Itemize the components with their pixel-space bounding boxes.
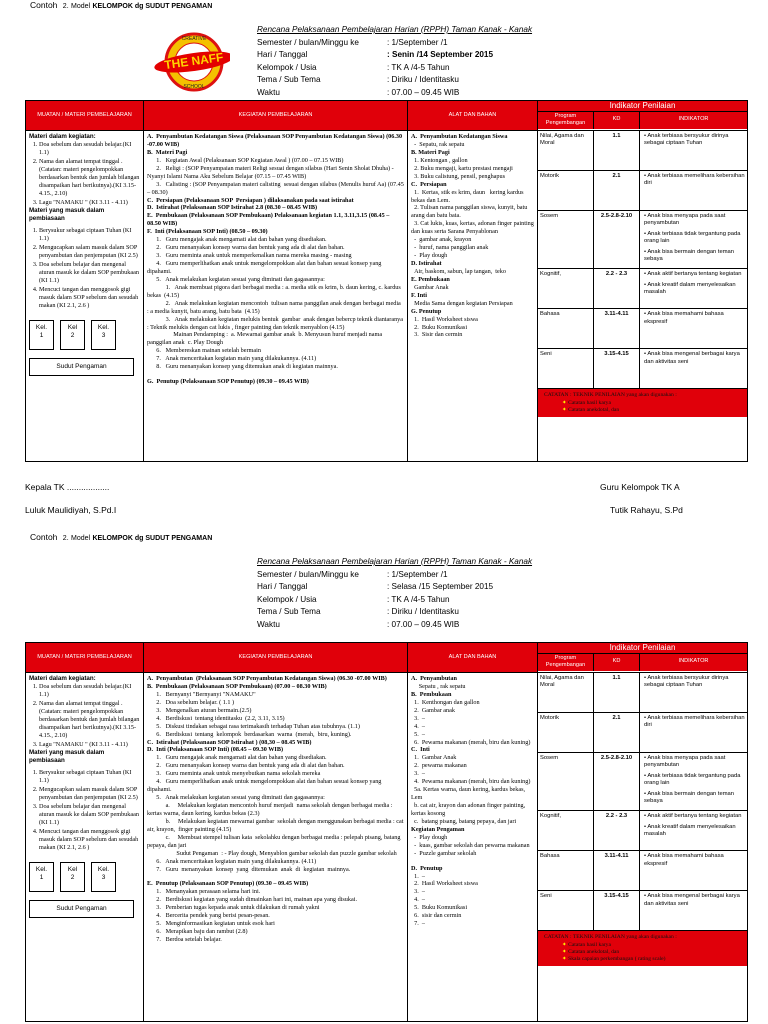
alat-line: A. Penyambutan: [411, 675, 457, 682]
indikator-item: • Anak bisa memahami bahasa ekspresif: [644, 311, 724, 325]
alat-line: 1. Gambar Anak: [411, 754, 457, 762]
indikator-item: • Anak terbiasa memelihara kebersihan diri: [644, 173, 745, 187]
kegiatan-line: c. Membuat stempel tulisan kata sekolahku dengan berbagai media : pelepah pisang, batang pepaya, dan jari: [147, 833, 402, 849]
indikator-cell: [640, 811, 747, 850]
model-caption: [30, 0, 212, 12]
alat-line: 2. Buku Komunikasi: [411, 323, 468, 331]
alat-line: - gambar anak, krayon: [411, 236, 472, 244]
alat-line: 5. Buku Komunikasi: [411, 904, 468, 912]
col-header-muatan: MUATAN / MATERI PEMBELAJARAN: [26, 643, 144, 673]
alat-line: c. batang pisang, batang pepaya, dan jari: [411, 817, 517, 825]
kegiatan-line: 2. Guru menanyakan konsep warna dan bentuk yang ada di alat dan bahan.: [147, 762, 345, 770]
alat-line: Air, baskom, sabun, lap tangan, teko: [411, 267, 506, 275]
alat-line: C. Persiapan: [411, 180, 447, 188]
indikator-title: Indikator Penilaian: [538, 101, 747, 111]
header-row: [257, 569, 532, 582]
kegiatan-line: 5. Anak melakukan kegiatan sesuai yang diminati dan gagasannya:: [147, 275, 325, 283]
program-cell: Bahasa: [538, 309, 594, 348]
kegiatan-line: 3. Mengenalkan aturan bermain.(2.5): [147, 706, 252, 714]
header-label: Kelompok / Usia: [257, 594, 317, 604]
kegiatan-line: B. Pembukaan (Pelaksanaan SOP Pembukaan) (07.00 – 08.30 WIB): [147, 682, 327, 690]
indicator-header: [538, 643, 748, 673]
kd-cell: 2.1: [594, 713, 640, 752]
muatan-item: 2. Nama dan alamat tempat tinggal . (Catatan: materi pengelompokkan berdasarkan bentuk dan jumlah bilangan disampaikan hari berikutnya).(KI 3.15-4.15., 2.10): [39, 700, 140, 740]
indikator-item: • Anak bisa bermain dengan teman sebaya: [644, 248, 735, 263]
plan-header: [257, 556, 532, 631]
logo-top-text: CREATIVE: [181, 36, 207, 42]
kegiatan-line: B. Materi Pagi: [147, 148, 188, 156]
pembiasaan-item: 3. Doa sebelum belajar dan mengenal aturan masuk ke dalam SOP pembukaan (KI 1.1): [39, 803, 140, 827]
alat-line: 1. –: [411, 872, 425, 880]
kelompok-box: Kel 2: [60, 320, 85, 350]
alat-line: - kuas, gambar sekolah dan pewarna makanan: [411, 841, 530, 849]
indikator-cell: [640, 673, 747, 712]
alat-line: 1. Kertas, stik es krim, daun kering kardus bekas dan Lem.: [411, 188, 526, 204]
kd-cell: 3.11-4.11: [594, 309, 640, 348]
header-value: : TK A /4-5 Tahun: [387, 62, 450, 72]
program-cell: Kognitif,: [538, 269, 594, 308]
school-logo: [150, 30, 230, 94]
catatan-title: CATATAN : TEKNIK PENILAIAN yang akan digunakan :: [544, 392, 677, 399]
kd-cell: 3.15-4.15: [594, 891, 640, 930]
alat-line: 1. Kentongan , gallon: [411, 156, 468, 164]
indikator-header: INDIKATOR: [678, 658, 709, 665]
plan-title: Rencana Pelaksanaan Pembelajaran Harian (RPPH) Taman Kanak - Kanak: [257, 25, 533, 34]
indikator-cell: [640, 753, 747, 810]
kegiatan-line: E. Pembukaan (Pelaksanaan SOP Pembukaan) Pelaksanaan kegiatan 1.1, 3.11,3.15 (08.45 – 08.50 WIB): [147, 212, 391, 228]
indikator-item: • Anak terbiasa tidak tergantung pada orang lain: [644, 772, 741, 787]
indikator-item: • Anak bisa menyapa pada saat penyambutan: [644, 755, 726, 769]
kegiatan-line: 4. Guru memperlihatkan anak untuk mengelompokkan alat dan bahan sesuai konsep yang dipahami.: [147, 778, 383, 794]
kegiatan-cell: [144, 673, 408, 1022]
alat-line: 3. –: [411, 714, 425, 722]
kegiatan-cell: [144, 131, 408, 462]
alat-line: 1. Hasil Worksheet siswa: [411, 315, 478, 323]
indikator-cell: [640, 851, 747, 890]
header-row: [257, 581, 532, 594]
kd-cell: 2.2 - 2.3: [594, 811, 640, 850]
kegiatan-line: F. Inti (Pelaksanaan SOP Inti) (08.50 – 09.30): [147, 228, 268, 236]
indikator-title: Indikator Penilaian: [538, 643, 747, 653]
indikator-cell: [640, 713, 747, 752]
caption-title: KELOMPOK dg SUDUT PENGAMAN: [92, 535, 213, 542]
muatan-item: 2. Nama dan alamat tempat tinggal . (Catatan: materi pengelompokkan berdasarkan bentuk dan jumlah bilangan disampaikan hari berikutnya).(KI 3.15-4.15., 2.10): [39, 158, 140, 198]
muatan-cell: [26, 131, 144, 462]
kegiatan-line: 5. Anak melakukan kegiatan sesuai yang diminati dan gagasannya:: [147, 794, 325, 802]
program-cell: Motorik: [538, 713, 594, 752]
kegiatan-line: 1. Bernyanyi "Bernyanyi "NAMAKU": [147, 690, 256, 698]
kegiatan-line: 2. Doa sebelum belajar. ( 1.1 ): [147, 698, 235, 706]
catatan-box: CATATAN : TEKNIK PENILAIAN yang akan digunakan : ✦ Catatan hasil karya ✦ Catatan anekdotal, dan ✦ Skala capaian perkembangan ( rating scale): [538, 931, 747, 966]
program-cell: Bahasa: [538, 851, 594, 890]
kegiatan-line: 5. Menginformasikan kegiatan untuk esok hari: [147, 920, 275, 928]
indicator-row: [538, 349, 747, 389]
alat-line: 7. –: [411, 920, 425, 928]
kegiatan-line: 4. Bercerita pendek yang berisi pesan-pesan.: [147, 912, 270, 920]
indicator-cell: [538, 673, 748, 1022]
indikator-item: • Anak bisa menyapa pada saat penyambutan: [644, 213, 726, 227]
kegiatan-line: 3. Guru meminta anak untuk menyebutkan nama sekolah mereka: [147, 770, 321, 778]
col-header-kegiatan: KEGIATAN PEMBELAJARAN: [144, 101, 408, 131]
alat-line: 2. Gambar anak: [411, 706, 455, 714]
indicator-row: [538, 713, 747, 753]
alat-line: 2. Hasil Worksheet siswa: [411, 880, 478, 888]
muatan-item: 1. Doa sebelum dan sesudah belajar.(KI 1.1): [39, 683, 140, 699]
alat-cell: [408, 673, 538, 1022]
kd-cell: 2.5-2.8-2.10: [594, 753, 640, 810]
kegiatan-line: C. Istirahat (Pelaksanaan SOP Istirahat ) (08,30 – 08.45 WIB): [147, 738, 312, 746]
alat-line: 4. –: [411, 722, 425, 730]
kegiatan-line: D. Istirahat (Pelaksanaan SOP Istirahat 2.8 (08.30 – 08.45 WIB): [147, 204, 318, 212]
program-cell: Nilai, Agama dan Moral: [538, 673, 594, 712]
indicator-header: [538, 101, 748, 131]
kegiatan-line: 2. Religi : (SOP Penyampaian materi Religi sesuai dengan silabus (Hari Senin Sholat Dhuha) - Nyanyi Islami Nama Aku Sebelum Belajar (07.15 – 07.45 WIB): [147, 164, 396, 180]
indikator-item: • Anak terbiasa memelihara kebersihan diri: [644, 715, 745, 729]
indikator-item: • Anak aktif bertanya tentang kegiatan: [644, 271, 742, 278]
program-header: Program Pengembangan: [538, 112, 594, 128]
plan-table: [25, 100, 748, 462]
alat-cell: [408, 131, 538, 462]
kegiatan-line: 1. Menanyakan perasaan selama hari ini.: [147, 888, 261, 896]
indikator-cell: [640, 131, 747, 170]
kegiatan-line: 3. Calisting : (SOP Penyampaian materi calisting sesuai dengan silabus (Menulis huruf Aa) (07.45 – 08.30): [147, 180, 406, 196]
caption-label: Contoh: [30, 0, 58, 10]
alat-line: B. Materi Pagi: [411, 148, 450, 156]
alat-line: [411, 858, 534, 865]
kegiatan-line: 1. Kegiatan Awal (Pelaksanaan SOP Kegiatan Awal ) (07.00 – 07.15 WIB): [147, 156, 344, 164]
kegiatan-line: E. Penutup (Pelaksanaan SOP Penutup) (09.30 – 09.45 WIB): [147, 880, 309, 888]
indicator-row: [538, 131, 747, 171]
indikator-item: • Anak terbiasa tidak tergantung pada orang lain: [644, 230, 741, 245]
header-value: : Selasa /15 September 2015: [387, 582, 494, 591]
header-row: [257, 37, 532, 50]
plan-title: Rencana Pelaksanaan Pembelajaran Harian (RPPH) Taman Kanak - Kanak: [257, 557, 533, 566]
alat-line: - Play dough: [411, 252, 448, 260]
header-label: Hari / Tanggal: [257, 582, 308, 591]
kd-cell: 2.5-2.8-2.10: [594, 211, 640, 268]
kepala-tk-label: Kepala TK ..................: [25, 482, 110, 492]
alat-line: 5. –: [411, 730, 425, 738]
model-caption: [30, 532, 212, 544]
kegiatan-line: 3. Guru meminta anak untuk memperkenalkan nama mereka masing - masing: [147, 252, 352, 260]
catatan-title: CATATAN : TEKNIK PENILAIAN yang akan digunakan :: [544, 934, 677, 941]
indikator-cell: [640, 171, 747, 210]
kegiatan-line: 7. Anak menceritakan kegiatan main yang dilakukannya. (4.11): [147, 355, 317, 363]
kegiatan-line: D. Inti (Pelaksanaan SOP Inti) (08.45 – 09.30 WIB): [147, 746, 284, 754]
kd-cell: 1.1: [594, 131, 640, 170]
indicator-row: [538, 851, 747, 891]
alat-line: b. cat air, krayon dan adonan finger painting, kertas kosong: [411, 802, 527, 817]
kd-header: KD: [594, 112, 640, 128]
alat-line: 4. –: [411, 896, 425, 904]
kelompok-box: Kel. 3: [91, 862, 116, 892]
indikator-item: • Anak kreatif dalam menyelesaikan masalah: [644, 823, 736, 838]
alat-line: D. Penutup: [411, 864, 443, 872]
indikator-item: • Anak aktif bertanya tentang kegiatan: [644, 813, 742, 820]
kegiatan-line: G. Penutup (Pelaksanaan SOP Penutup) (09.30 – 09.45 WIB): [147, 378, 309, 386]
kegiatan-line: 7. Berdoa setelah belajar.: [147, 936, 222, 943]
kegiatan-line: 2. Guru menanyakan konsep warna dan bentuk yang ada di alat dan bahan.: [147, 244, 345, 252]
kegiatan-line: 4. Berdiskusi tentang identitasku (2.2, 3.11, 3.15): [147, 714, 285, 722]
kegiatan-line: 8. Guru menanyakan konsep yang ditemukan anak di kegiatan mainnya.: [147, 363, 338, 371]
indicator-row: [538, 891, 747, 931]
kegiatan-line: b. Melakukan kegiatan mewarnai gambar sekolah dengan menggunakan berbagai media : cat air, krayon, finger painting (4.15): [147, 817, 406, 833]
muatan-cell: [26, 673, 144, 1022]
kegiatan-line: A. Penyambutan (Pelaksanaan SOP Penyambutan Kedatangan Siswa) (06.30 -07.00 WIB): [147, 675, 387, 682]
kegiatan-line: 3. Pemberian tugas kepada anak untuk dilakukan di rumah yakni: [147, 904, 320, 912]
program-cell: Sosem: [538, 753, 594, 810]
plan-table: [25, 642, 748, 1022]
guru-label: Guru Kelompok TK A: [600, 482, 680, 492]
catatan-box: CATATAN : TEKNIK PENILAIAN yang akan digunakan : ✦ Catatan hasil karya ✦ Catatan anekdotal, dan: [538, 389, 747, 416]
indikator-cell: [640, 211, 747, 268]
alat-line: D. Istirahat: [411, 260, 442, 267]
caption-label: Contoh: [30, 532, 58, 542]
alat-line: 1. Kenthongan dan gallon: [411, 698, 480, 706]
header-value: : Diriku / Identitasku: [387, 75, 459, 84]
header-value: : 1/September /1: [387, 569, 448, 579]
kd-cell: 1.1: [594, 673, 640, 712]
alat-line: 3. Cat lukis, kuas, kertas, adonan finger painting dan kuas serta Sarana Penyablonan: [411, 220, 536, 236]
pembiasaan-title: Materi yang masuk dalam pembiasaan: [29, 207, 105, 223]
indicator-row: [538, 171, 747, 211]
pembiasaan-item: 1. Berysukur sebagai ciptaan Tuhan (KI 1.1): [39, 227, 140, 243]
muatan-title: Materi dalam kegiatan:: [29, 133, 96, 140]
col-header-alat: ALAT DAN BAHAN: [408, 101, 538, 131]
header-row: [257, 619, 532, 632]
kelompok-box: Kel. 1: [29, 320, 54, 350]
kegiatan-line: A. Penyambutan Kedatangan Siswa (Pelaksanaan SOP Penyambutan Kedatangan Siswa) (06.30 -07.00 WIB): [147, 133, 404, 148]
kegiatan-line: [147, 873, 404, 880]
indikator-cell: [640, 309, 747, 348]
header-label: Tema / Sub Tema: [257, 75, 321, 84]
alat-list: [411, 675, 534, 928]
header-label: Semester / bulan/Minggu ke: [257, 569, 359, 579]
indikator-item: • Anak bisa memahami bahasa ekspresif: [644, 853, 724, 867]
indicator-row: [538, 309, 747, 349]
indicator-row: [538, 753, 747, 811]
plan-header: [257, 24, 532, 99]
alat-line: - huruf, nama panggilan anak: [411, 244, 489, 252]
header-value: : 1/September /1: [387, 37, 448, 47]
indikator-cell: [640, 349, 747, 388]
alat-line: 2. Buku mengaji, kartu prestasi mengaji: [411, 164, 513, 172]
alat-line: - Sepatu, rak sepatu: [411, 140, 465, 148]
header-row: [257, 62, 532, 75]
header-label: Tema / Sub Tema: [257, 607, 321, 616]
alat-line: E. Pembukaan: [411, 275, 450, 283]
kegiatan-line: C. Persiapan (Pelaksanaan SOP Persiapan ) dilaksanakan pada saat istirahat: [147, 196, 354, 204]
alat-line: 3. –: [411, 888, 425, 896]
kepala-tk-name: Luluk Maulidiyah, S.Pd.I: [25, 505, 117, 515]
kelompok-boxes: [29, 862, 140, 892]
header-row: [257, 594, 532, 607]
logo-bottom-text: SCHOOL: [183, 84, 205, 90]
alat-line: 4. Pewarna makanan (merah, biru dan kuning): [411, 778, 531, 786]
pembiasaan-item: 2. Mengucapkan salam masuk dalam SOP penyambutan dan penjemputan (KI 2.5): [39, 786, 140, 802]
pembiasaan-item: 3. Doa sebelum belajar dan mengenal aturan masuk ke dalam SOP pembukaan (KI 1.1): [39, 261, 140, 285]
alat-line: Sepatu , rak sepatu: [411, 682, 466, 690]
alat-line: 2. Tulisan nama panggilan siswa, kunyit, batu arang dan batu bata.: [411, 204, 529, 220]
indicator-list: [538, 131, 747, 389]
header-label: Hari / Tanggal: [257, 50, 308, 59]
kd-header: KD: [594, 654, 640, 670]
kegiatan-line: 2. Anak melakukan kegiatan mencontoh tulisan nama panggilan anak dengan berbagai media : a media kunyit, batu arang, batu bata (4.15): [147, 299, 403, 315]
header-label: Semester / bulan/Minggu ke: [257, 37, 359, 47]
kd-cell: 2.1: [594, 171, 640, 210]
catatan-item: Catatan anekdotal, dan: [568, 406, 620, 413]
guru-name: Tutik Rahayu, S.Pd: [610, 505, 683, 515]
indikator-cell: [640, 269, 747, 308]
catatan-item: Skala capaian perkembangan ( rating scale): [568, 955, 666, 962]
muatan-item: 1. Doa sebelum dan sesudah belajar.(KI 1.1): [39, 141, 140, 157]
indicator-cell: [538, 131, 748, 462]
header-value: : TK A /4-5 Tahun: [387, 594, 450, 604]
kegiatan-line: 3. Anak melakukan kegiatan melukis bentuk gambar anak dengan bebercp teknik diantaranya : Teknik melukis dengan cat lukis , finger painting dan teknik menyablon (4.15): [147, 315, 405, 331]
program-cell: Nilai, Agama dan Moral: [538, 131, 594, 170]
program-cell: Seni: [538, 349, 594, 388]
kd-cell: 3.11-4.11: [594, 851, 640, 890]
caption-number: 2.: [62, 535, 69, 542]
kd-cell: 3.15-4.15: [594, 349, 640, 388]
sudut-pengaman-box: Sudut Pengaman: [29, 900, 134, 918]
catatan-item: Catatan hasil karya: [568, 399, 611, 406]
alat-line: B. Pembukaan: [411, 690, 452, 698]
kelompok-boxes: [29, 320, 140, 350]
header-row: [257, 74, 532, 87]
indicator-row: [538, 811, 747, 851]
header-label: Kelompok / Usia: [257, 62, 317, 72]
header-label: Waktu: [257, 87, 280, 97]
kegiatan-line: 6. Membereskan mainan setelah bermain: [147, 347, 261, 355]
col-header-kegiatan: KEGIATAN PEMBELAJARAN: [144, 643, 408, 673]
indikator-item: • Anak bisa mengenal berbagai karya dan aktivitas seni: [644, 351, 740, 365]
kelompok-box: Kel 2: [60, 862, 85, 892]
alat-line: C. Inti: [411, 746, 430, 754]
logo-text: THE NAFF: [163, 49, 225, 73]
alat-list: [411, 133, 534, 339]
col-header-alat: ALAT DAN BAHAN: [408, 643, 538, 673]
header-row: [257, 87, 532, 100]
indikator-item: • Anak bisa mengenal berbagai karya dan aktivitas seni: [644, 893, 740, 907]
program-cell: Kognitif,: [538, 811, 594, 850]
indikator-cell: [640, 891, 747, 930]
kegiatan-line: 1. Anak membuat pigora dari berbagai media : a. media stik es krim, b. daun kering, c. kardus bekas (4.15): [147, 283, 403, 299]
caption-model: Model: [71, 3, 91, 10]
caption-number: 2.: [62, 3, 69, 10]
alat-line: 3. –: [411, 770, 425, 778]
alat-line: - Puzzle gambar sekolah: [411, 849, 477, 857]
indikator-header: INDIKATOR: [678, 116, 709, 123]
indikator-item: • Anak kreatif dalam menyelesaikan masalah: [644, 281, 736, 296]
alat-line: F. Inti: [411, 291, 427, 299]
header-row: [257, 49, 532, 62]
sudut-pengaman-box: Sudut Pengaman: [29, 358, 134, 376]
kegiatan-list: [147, 133, 404, 386]
program-cell: Sosem: [538, 211, 594, 268]
indikator-item: • Anak bisa bermain dengan teman sebaya: [644, 790, 735, 805]
kegiatan-line: 6. Merapikan baju dan rambut (2.8): [147, 928, 248, 936]
kegiatan-line: [147, 371, 404, 378]
kelompok-box: Kel. 3: [91, 320, 116, 350]
alat-line: 3. Buku calistung, pensil, penghapus: [411, 172, 506, 180]
indikator-item: • Anak terbiasa bersyukur dirinya sebagai ciptaan Tuhan: [644, 675, 729, 689]
header-value: : Diriku / Identitasku: [387, 607, 459, 616]
program-cell: Motorik: [538, 171, 594, 210]
pembiasaan-item: 1. Berysukur sebagai ciptaan Tuhan (KI 1.1): [39, 769, 140, 785]
kegiatan-line: 5. Diskusi tindakan sebagai rasa terimakasih terhadap Tuhan atas tubuhnya. (1.1): [147, 722, 360, 730]
alat-line: Kegiatan Pengaman: [411, 825, 465, 833]
indicator-row: [538, 211, 747, 269]
alat-line: 5a. Kertas warna, daun kering, kardus bekas, Lem: [411, 786, 527, 802]
caption-title: KELOMPOK dg SUDUT PENGAMAN: [92, 3, 213, 10]
alat-line: Gambar Anak: [411, 283, 449, 291]
kegiatan-line: 4. Guru memperlihatkan anak untuk mengelompokkan alat dan bahan sesuai konsep yang dipahami.: [147, 260, 383, 275]
catatan-item: Catatan anekdotal, dan: [568, 948, 620, 955]
muatan-item: 3. Lagu "NAMAKU " (KI 3.11 - 4.11): [39, 741, 140, 749]
indikator-item: • Anak terbiasa bersyukur dirinya sebagai ciptaan Tuhan: [644, 133, 729, 147]
kegiatan-line: 1. Guru mengajak anak mengamati alat dan bahan yang disediakan.: [147, 236, 327, 244]
program-header: Program Pengembangan: [538, 654, 594, 670]
kd-cell: 2.2 - 2.3: [594, 269, 640, 308]
kegiatan-list: [147, 675, 404, 944]
alat-line: A. Penyambutan Kedatangan Siswa: [411, 133, 508, 140]
indicator-row: [538, 673, 747, 713]
header-row: [257, 606, 532, 619]
alat-line: G. Penutup: [411, 307, 442, 315]
kelompok-box: Kel. 1: [29, 862, 54, 892]
indicator-row: [538, 269, 747, 309]
lesson-plan-page-2: [0, 532, 768, 1024]
kegiatan-line: 1. Guru mengajak anak mengamati alat dan bahan yang disediakan.: [147, 754, 327, 762]
program-cell: Seni: [538, 891, 594, 930]
header-value: : Senin /14 September 2015: [387, 50, 494, 59]
muatan-item: 3. Lagu "NAMAKU " (KI 3.11 - 4.11): [39, 199, 140, 207]
kegiatan-line: 6. Berdiskusi tentang kelompok berdasarkan warna (merah, biru, kuning).: [147, 730, 352, 738]
alat-line: 6. sisir dan cermin: [411, 912, 462, 920]
kegiatan-line: 6. Anak menceritakan kegiatan main yang dilakukannya. (4.11): [147, 857, 317, 865]
alat-line: 3. Sisir dan cermin: [411, 331, 463, 339]
catatan-item: Catatan hasil karya: [568, 941, 611, 948]
pembiasaan-title: Materi yang masuk dalam pembiasaan: [29, 749, 105, 765]
kegiatan-line: Sudut Pengaman : - Play dough, Menyablon gambar sekolah dan puzzle gambar sekolah: [147, 849, 397, 857]
alat-line: Media Sama dengan kegiatan Persiapan: [411, 299, 513, 307]
header-value: : 07.00 – 09.45 WIB: [387, 87, 460, 97]
alat-line: 2. pewarna makanan: [411, 762, 467, 770]
muatan-title: Materi dalam kegiatan:: [29, 675, 96, 682]
header-value: : 07.00 – 09.45 WIB: [387, 619, 460, 629]
kegiatan-line: 2. Berdiskusi kegiatan yang sudah dimainkan hari ini, mainan apa yang disukai.: [147, 896, 357, 904]
pembiasaan-item: 2. Mengucapkan salam masuk dalam SOP penyambutan dan penjemputan (KI 2.5): [39, 244, 140, 260]
alat-line: 6. Pewarna makanan (merah, biru dan kuning): [411, 738, 531, 746]
indicator-list: [538, 673, 747, 931]
pembiasaan-item: 4. Mencuci tangan dan menggosok gigi masuk dalam SOP sebelum dan sesudah makan (KI 2.1, 2.6 ): [39, 828, 140, 852]
pembiasaan-item: 4. Mencuci tangan dan menggosok gigi masuk dalam SOP sebelum dan sesudah makan (KI 2.1, 2.6 ): [39, 286, 140, 310]
header-label: Waktu: [257, 619, 280, 629]
kegiatan-line: a. Melakukan kegiatan mencontoh huruf menjadi nama sekolah dengan berbagai media : kertas warna, daun kering, kardus bekas (2.3): [147, 802, 396, 817]
alat-line: - Play dough: [411, 833, 448, 841]
kegiatan-line: 7. Guru menanyakan konsep yang ditemukan anak di kegiatan mainnya.: [147, 865, 351, 873]
caption-model: Model: [71, 535, 91, 542]
kegiatan-line: Mainan Pendamping : a. Mewarnai gambar anak b. Menyusun huruf menjadi nama panggilan anak c. Play Dough: [147, 331, 384, 347]
col-header-muatan: MUATAN / MATERI PEMBELAJARAN: [26, 101, 144, 131]
